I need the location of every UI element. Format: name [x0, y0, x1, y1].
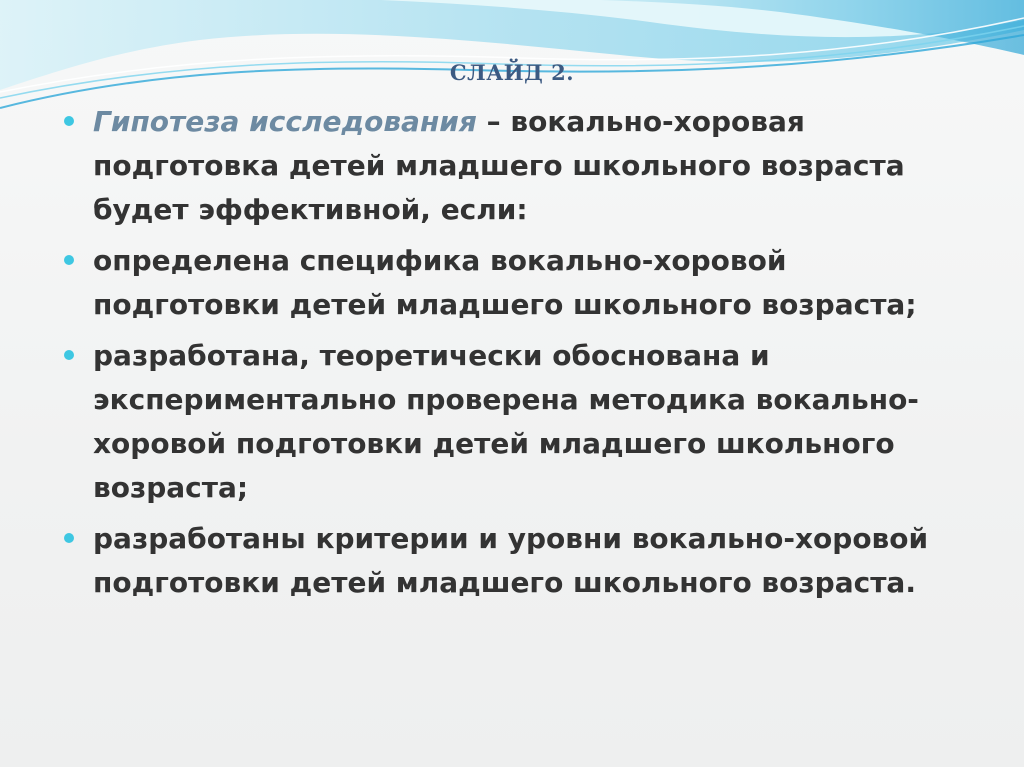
bullet-icon — [64, 533, 74, 543]
list-item — [64, 334, 964, 510]
bullet-icon — [64, 116, 74, 126]
list-item — [64, 100, 964, 232]
list-item-text: разработаны критерии и уровни вокально-хоровой подготовки детей младшего школьного возраста. — [93, 522, 929, 599]
slide-title: СЛАЙД 2. — [449, 60, 575, 85]
bullet-icon — [64, 350, 74, 360]
list-item — [64, 239, 964, 327]
hypothesis-term: Гипотеза исследования — [93, 105, 477, 138]
bullet-list — [64, 100, 964, 612]
bullet-icon — [64, 255, 74, 265]
list-item-text: – вокально-хоровая подготовка детей младшего школьного возраста будет эффективной, если: — [93, 105, 905, 226]
list-item-text: разработана, теоретически обоснована и экспериментально проверена методика вокально-хоровой подготовки детей младшего школьного возраста; — [93, 339, 919, 504]
list-item — [64, 517, 964, 605]
list-item-text: определена специфика вокально-хоровой подготовки детей младшего школьного возраста; — [93, 244, 917, 321]
